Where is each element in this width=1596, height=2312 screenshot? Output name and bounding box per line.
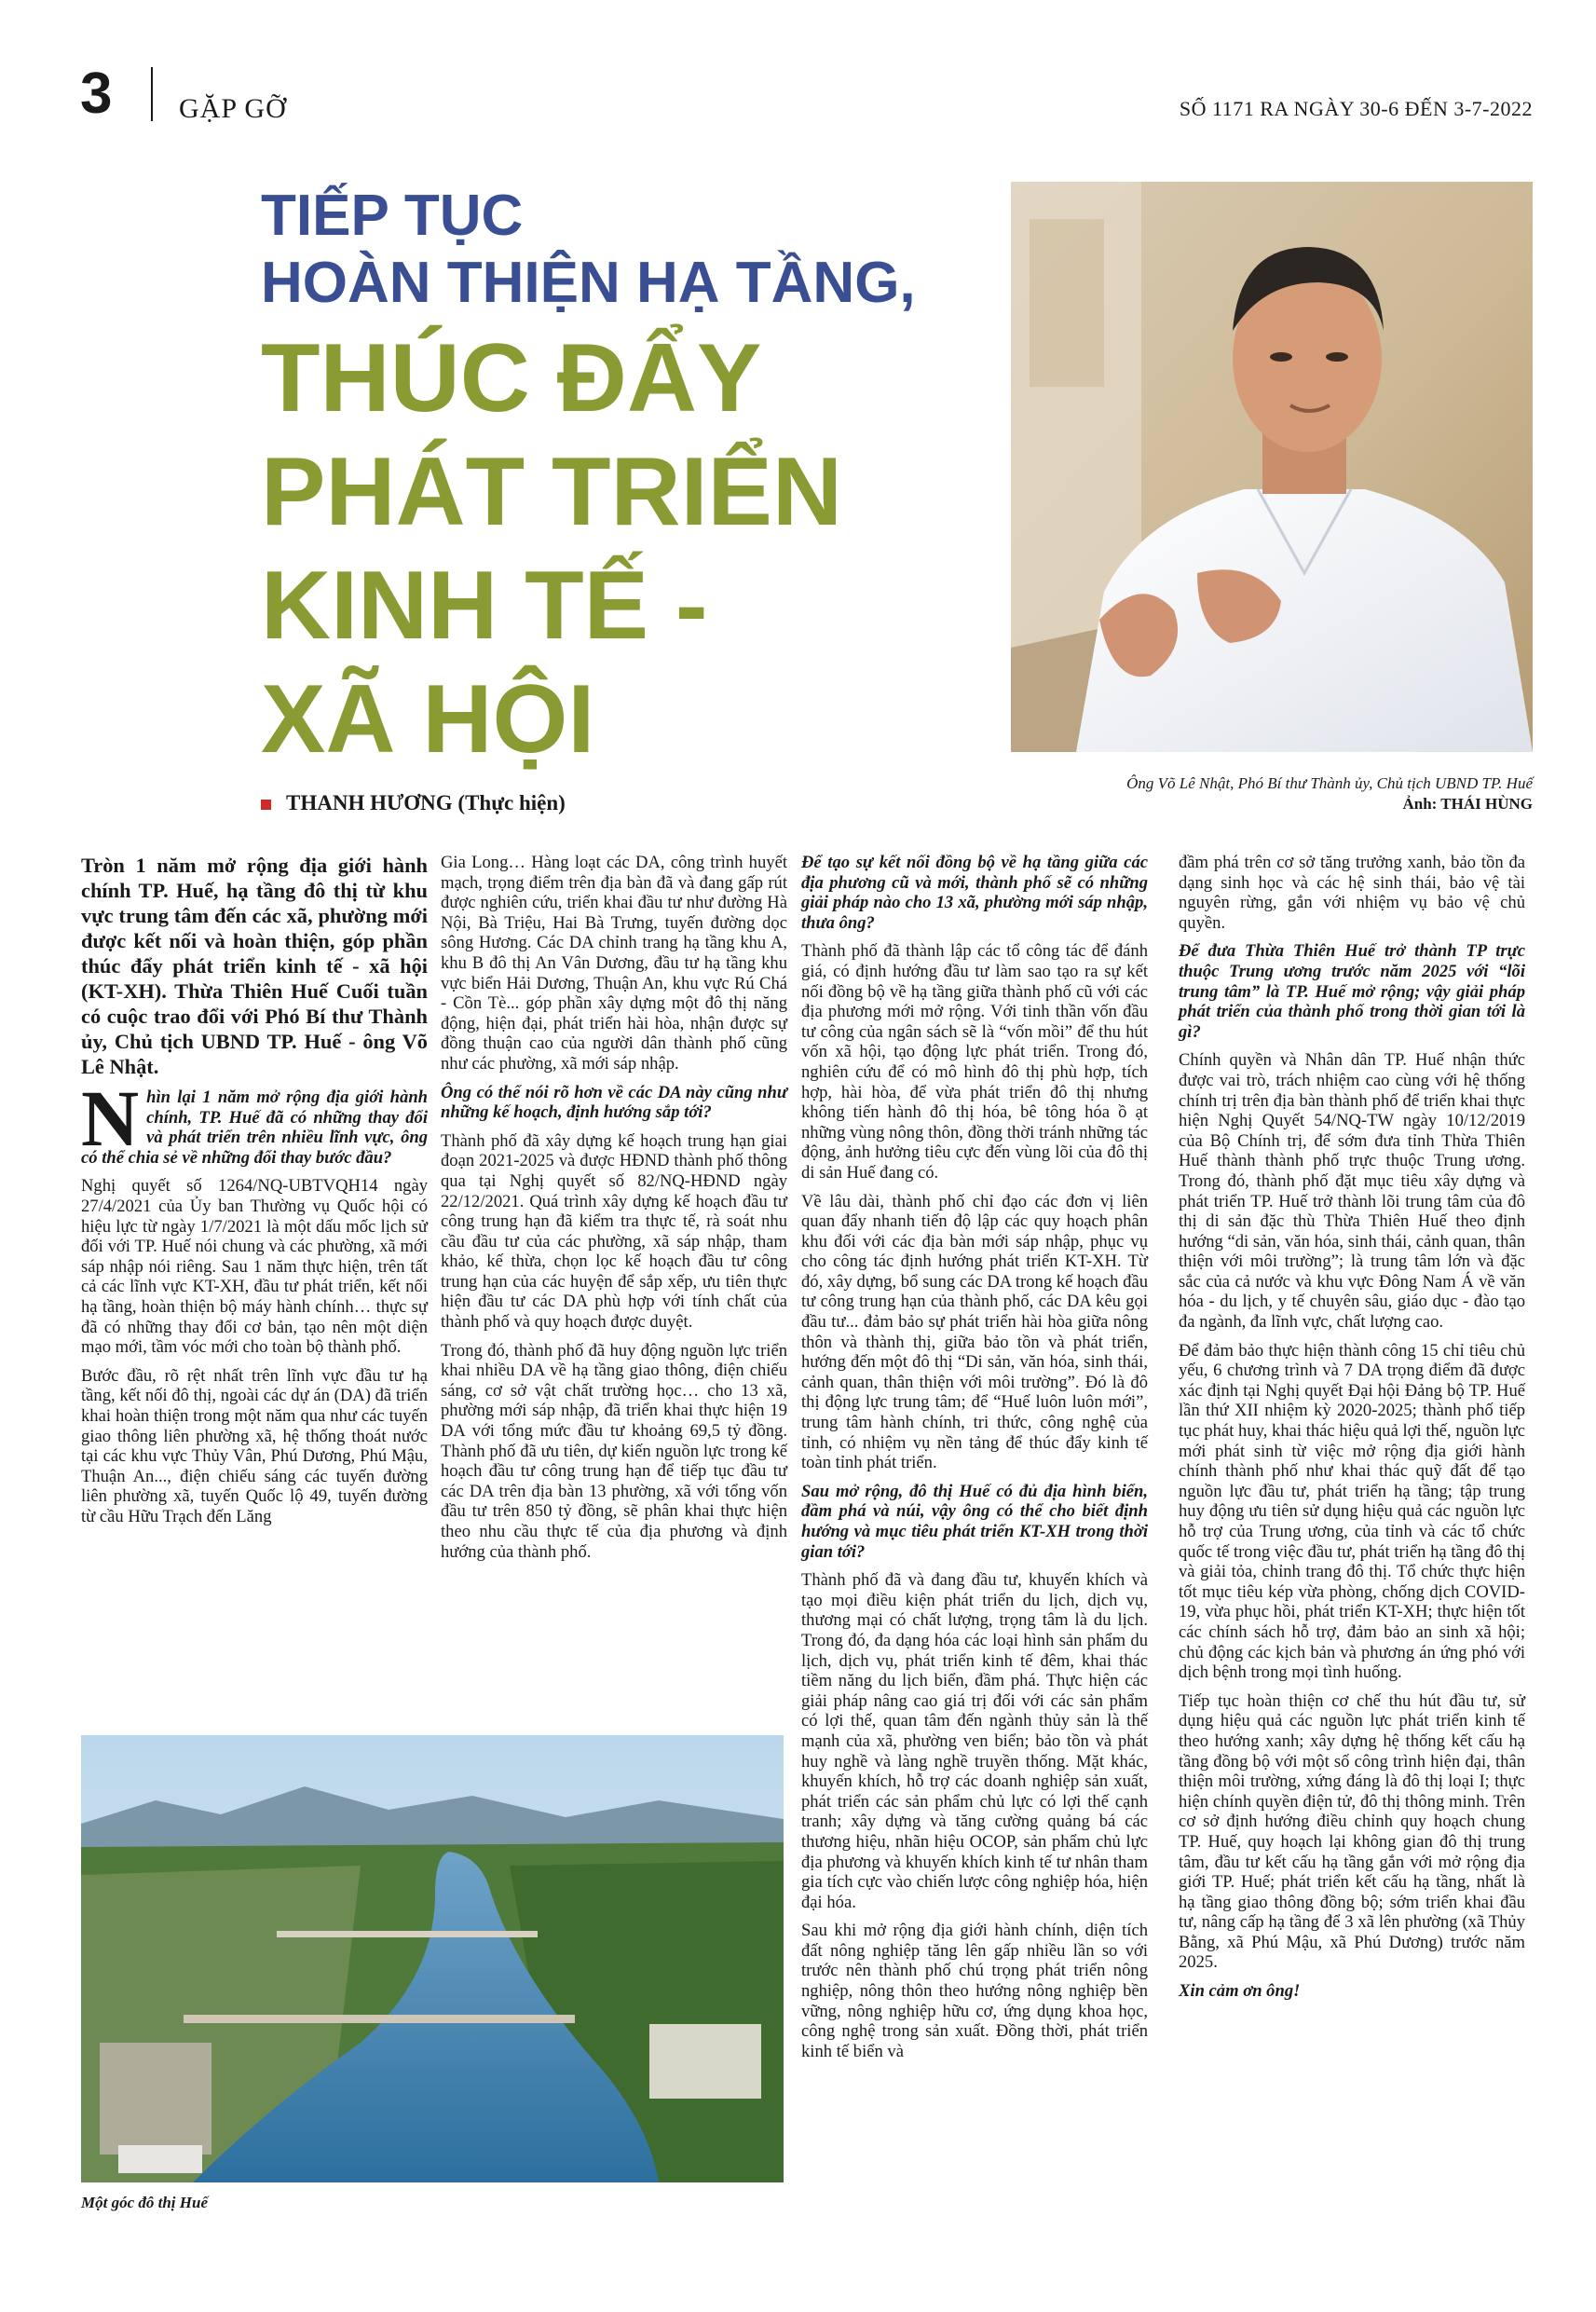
headline-line: THÚC ĐẨY [261,324,762,432]
interview-question: Sau mở rộng, đô thị Huế có đủ địa hình biển, đầm phá và núi, vậy ông có thể cho biết định hướng và mục tiêu phát triển KT-XH trong thời gian tới? [801,1481,1148,1562]
header-divider [151,67,153,121]
article-paragraph: Thành phố đã xây dựng kế hoạch trung hạn giai đoạn 2021-2025 và được HĐND thành phố thông qua tại Nghị quyết số 82/NQ-HĐND ngày 22/12/2021. Quá trình xây dựng kế hoạch đầu tư công trung hạn đã kiểm tra thực tế, rà soát nhu cầu đầu tư của các phường, xã sáp nhập, tham khảo, kế thừa, chọn lọc kế hoạch đầu tư công trung hạn của các huyện để sắp xếp, ưu tiên thực hiện đầu tư các DA phù hợp với tính chất của thành phố và quy hoạch được duyệt. [441,1130,787,1333]
article-paragraph: Về lâu dài, thành phố chỉ đạo các đơn vị liên quan đẩy nhanh tiến độ lập các quy hoạch phân khu đối với các địa bàn mới sáp nhập, phục vụ cho công tác định hướng phát triển KT-XH. Từ đó, xây dựng, bổ sung các DA trong kế hoạch đầu tư công trung hạn của thành phố, các DA kêu gọi đầu tư... đảm bảo sự phát triển hài hòa giữa nông thôn và thành thị, giữa bảo tồn và phát triển, hướng đến một đô thị “Di sản, văn hóa, sinh thái, cảnh quan, thân thiện với môi trường”. Đó là đô thị động lực trung tâm; để “Huế luôn luôn mới”, trung tâm hành chính, tri thức, công nghệ của tỉnh, có nhiệm vụ nền tảng để thúc đẩy kinh tế toàn tỉnh phát triển. [801,1191,1148,1473]
page-number: 3 [80,62,113,126]
article-paragraph: Nghị quyết số 1264/NQ-UBTVQH14 ngày 27/4/2021 của Ủy ban Thường vụ Quốc hội có hiệu lực từ ngày 1/7/2021 là một dấu mốc lịch sử đối với TP. Huế nói chung và các phường, xã mới sáp nhập nói riêng. Sau 1 năm thực hiện, trên tất cả các lĩnh vực KT-XH, đầu tư phát triển, kết nối hạ tầng, hoàn thiện bộ máy hành chính… thực sự đã có những thay đổi cơ bản, tạo nên một diện mạo mới, tầm vóc mới cho toàn bộ thành phố. [81,1176,428,1358]
article-paragraph: đầm phá trên cơ sở tăng trưởng xanh, bảo tồn đa dạng sinh học và các hệ sinh thái, bảo vệ tài nguyên rừng, gắn với nhiệm vụ bảo vệ chủ quyền. [1179,853,1525,933]
article-paragraph: Trong đó, thành phố đã huy động nguồn lực triển khai nhiều DA về hạ tầng giao thông, điện chiếu sáng, cơ sở vật chất trường học… cho 13 xã, phường mới sáp nhập, đã triển khai thực hiện 19 DA với tổng mức đầu tư khoảng 69,5 tỷ đồng. Thành phố đã ưu tiên, dự kiến nguồn lực trong kế hoạch đầu tư công trung hạn để tiếp tục đầu tư các DA trên địa bàn 13 phường, xã với tổng vốn đầu tư trên 850 tỷ đồng, sẽ phân khai thực hiện theo nhu cầu thực tế của địa phương và định hướng của thành phố. [441,1340,787,1562]
interview-question: Nhìn lại 1 năm mở rộng địa giới hành chính, TP. Huế đã có những thay đổi và phát triển trên nhiều lĩnh vực, ông có thể chia sẻ về những đổi thay bước đầu? [81,1074,428,1168]
article-lead: Tròn 1 năm mở rộng địa giới hành chính TP. Huế, hạ tầng đô thị từ khu vực trung tâm đến các xã, phường mới được kết nối và hoàn thiện, góp phần thúc đẩy phát triển kinh tế - xã hội (KT-XH). Thừa Thiên Huế Cuối tuần có cuộc trao đổi với Phó Bí thư Thành ủy, Chủ tịch UBND TP. Huế - ông Võ Lê Nhật. [81,854,428,1078]
article-column-2 [441,853,787,1570]
interview-question: Để tạo sự kết nối đồng bộ về hạ tầng giữa các địa phương cũ và mới, thành phố sẽ có những giải pháp nào cho 13 xã, phường mới sáp nhập, thưa ông? [801,853,1148,933]
headline-line: TIẾP TỤC [261,184,524,248]
section-title: GẶP GỠ [179,93,287,124]
headline-line: KINH TẾ - [261,552,708,660]
headline [261,183,916,772]
article-paragraph: Sau khi mở rộng địa giới hành chính, diện tích đất nông nghiệp tăng lên gấp nhiều lần so với trước nên thành phố chú trọng phát triển nông nghiệp, nông thôn theo hướng nông nghiệp bền vững, nông nghiệp hữu cơ, ứng dụng khoa học, công nghệ trong sản xuất. Đồng thời, phát triển kinh tế biển và [801,1921,1148,2061]
photo-credit: Ảnh: THÁI HÙNG [1402,795,1533,813]
article-column-3 [801,853,1148,2070]
city-aerial-photo [81,1735,784,2182]
closing-thanks: Xin cảm ơn ông! [1179,1981,1301,2002]
bullet-square-icon [261,800,271,810]
article-paragraph: Thành phố đã thành lập các tổ công tác để đánh giá, có định hướng đầu tư làm sao tạo ra sự kết nối đồng bộ về hạ tầng giữa thành phố cũ với các địa phương mới mở rộng. Với tinh thần vốn đầu tư công của ngân sách sẽ là “vốn mồi” để thu hút vốn xã hội, tạo động lực phát triển. Trong đó, nghiên cứu để có mô hình đô thị phù hợp, tích hợp, hài hòa, để vừa phát triển đô thị nhưng không tiến hành đô thị hóa, bê tông hóa ồ ạt những vùng nông thôn, đồng thời tránh những tác động, ảnh hưởng tiêu cực đến vùng lõi của đô thị di sản Huế đang có. [801,941,1148,1183]
photo-caption: Một góc đô thị Huế [81,2194,209,2211]
interview-question: Ông có thể nói rõ hơn về các DA này cũng như những kế hoạch, định hướng sắp tới? [441,1082,787,1123]
article-paragraph: Để đảm bảo thực hiện thành công 15 chỉ tiêu chủ yếu, 6 chương trình và 7 DA trọng điểm đã được xác định tại Nghị quyết Đại hội Đảng bộ TP. Huế lần thứ XII nhiệm kỳ 2020-2025; thành phố tiếp tục phát huy, khai thác hiệu quả lợi thế, nguồn lực mới phát sinh từ việc mở rộng địa giới hành chính thành phố như khai thác quỹ đất để tạo nguồn lực đầu tư, phát triển hạ tầng; tập trung huy động ưu tiên sử dụng hiệu quả các nguồn lực hỗ trợ của Trung ương, của tỉnh và các tổ chức quốc tế trong việc đầu tư, phát triển hạ tầng đô thị và giải tỏa, chỉnh trang đô thị. Tổ chức thực hiện tốt mục tiêu kép vừa phòng, chống dịch COVID-19, vừa phục hồi, phát triển KT-XH; thực hiện tốt các chính sách hỗ trợ, đảm bảo an sinh xã hội; chủ động các kịch bản và phương án ứng phó với dịch bệnh trong mọi tình huống. [1179,1340,1525,1683]
article-column-4 [1179,853,1525,2010]
headline-line: HOÀN THIỆN HẠ TẦNG, [261,251,916,315]
interview-question: Để đưa Thừa Thiên Huế trở thành TP trực thuộc Trung ương trước năm 2025 với “lõi trung tâm” là TP. Huế mở rộng; vậy giải pháp phát triển của thành phố trong thời gian tới là gì? [1179,941,1525,1042]
drop-cap: N [81,1074,140,1163]
byline [261,791,566,815]
issue-date: SỐ 1171 RA NGÀY 30-6 ĐẾN 3-7-2022 [1179,97,1533,120]
article-paragraph: Gia Long… Hàng loạt các DA, công trình huyết mạch, trọng điểm trên địa bàn đã và đang gấp rút được nghiên cứu, triển khai đầu tư như đường Hà Nội, Bà Triệu, Hai Bà Trưng, tuyến đường dọc sông Hương. Các DA chỉnh trang hạ tầng khu A, khu B đô thị An Vân Dương, đầu tư hạ tầng khu vực biển Hải Dương, Thuận An, khu vực Rú Chá - Cồn Tè... góp phần xây dựng một đô thị năng động, hiện đại, phát triển hài hòa, nhận được sự đồng thuận cao của người dân thành phố cũng như các phường, xã mới sáp nhập. [441,853,787,1074]
photo-caption: Ông Võ Lê Nhật, Phó Bí thư Thành ủy, Chủ tịch UBND TP. Huế [1126,774,1533,792]
article-paragraph: Tiếp tục hoàn thiện cơ chế thu hút đầu tư, sử dụng hiệu quả các nguồn lực phát triển kinh tế theo hướng xanh; xây dựng hệ thống kết cấu hạ tầng đồng bộ với một số công trình hiện đại, thân thiện môi trường, xứng đáng là đô thị loại I; thực hiện chính quyền điện tử, đô thị thông minh. Trên cơ sở định hướng điều chỉnh quy hoạch chung TP. Huế, quy hoạch lại không gian đô thị trung tâm, đầu tư kết cấu hạ tầng gắn với mở rộng địa giới TP. Huế; phát triển kết cấu hạ tầng, nhất là hạ tầng giao thông đồng bộ; sớm triển khai đầu tư, nâng cấp hạ tầng để 3 xã lên phường (xã Thủy Bằng, xã Phú Mậu, xã Phú Dương) trước năm 2025. [1179,1690,1525,1973]
headline-line: PHÁT TRIỂN [261,438,842,546]
article-paragraph: Thành phố đã và đang đầu tư, khuyến khích và tạo mọi điều kiện phát triển du lịch, dịch vụ, thương mại có chất lượng, trọng tâm là du lịch. Trong đó, đa dạng hóa các loại hình sản phẩm du lịch, dịch vụ, phát triển kinh tế đêm, khai thác tiềm năng du lịch biển, đầm phá. Thực hiện các giải pháp nâng cao giá trị đối với các sản phẩm có lợi thế, quan tâm đến ngành thủy sản là thế mạnh của xã, phường ven biển; bảo tồn và phát huy nghề và làng nghề truyền thống. Mặt khác, khuyến khích, hỗ trợ các doanh nghiệp sản xuất, phát triển các sản phẩm chủ lực có lợi thế cạnh tranh; xây dựng và tăng cường quảng bá các thương hiệu, nhãn hiệu OCOP, sản phẩm chủ lực địa phương và khuyến khích kinh tế tư nhân tham gia tích cực vào chiến lược công nghiệp hóa, hiện đại hóa. [801,1570,1148,1912]
article-column-1 [81,853,428,1535]
byline-text: THANH HƯƠNG (Thực hiện) [286,791,566,814]
portrait-photo [1011,182,1533,752]
headline-line: XÃ HỘI [261,665,595,773]
article-paragraph: Chính quyền và Nhân dân TP. Huế nhận thức được vai trò, trách nhiệm cao cùng với hệ thống chính trị trên địa bàn thành phố để triển khai thực hiện Nghị Quyết 54/NQ-TW ngày 10/12/2019 của Bộ Chính trị, để sớm đưa tỉnh Thừa Thiên Huế thành thành phố trực thuộc Trung ương. Trong đó, thành phố đặt mục tiêu xây dựng và phát triển TP. Huế trở thành lõi trung tâm của đô thị di sản đặc thù Thừa Thiên Huế theo định hướng “di sản, văn hóa, sinh thái, cảnh quan, thân thiện với môi trường”; là trung tâm lớn và đặc sắc của cả nước và khu vực Đông Nam Á về văn hóa - du lịch, y tế chuyên sâu, giáo dục - đào tạo đa ngành, đa lĩnh vực, chất lượng cao. [1179,1050,1525,1333]
article-paragraph: Bước đầu, rõ rệt nhất trên lĩnh vực đầu tư hạ tầng, kết nối đô thị, ngoài các dự án (DA) đã triển khai hoàn thiện trong một năm qua như các tuyến giao thông liên phường xã, hệ thống thoát nước tại các khu vực Thủy Vân, Phú Dương, Phú Mậu, Thuận An..., điện chiếu sáng các tuyến đường liên phường xã, tuyến Quốc lộ 49, tuyến đường từ cầu Hữu Trạch đến Lăng [81,1365,428,1526]
